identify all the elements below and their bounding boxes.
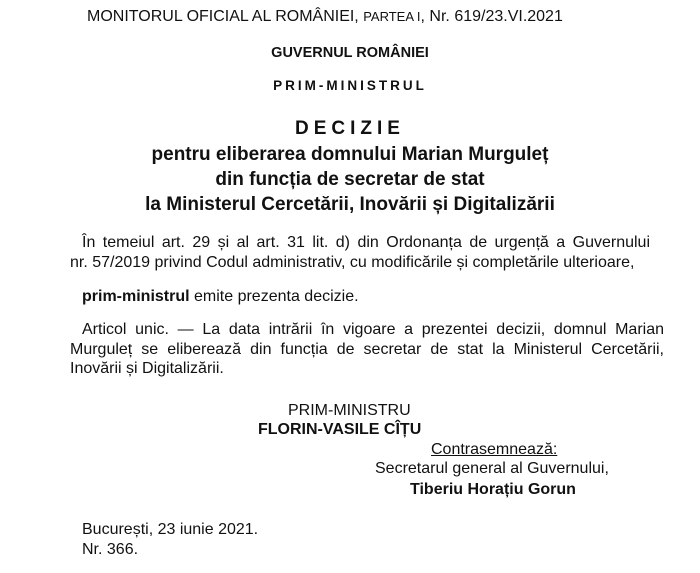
document-subtitle-line: la Ministerul Cercetării, Inovării și Digitalizării bbox=[145, 194, 555, 215]
document-subtitle-line: pentru eliberarea domnului Marian Murguleț bbox=[151, 144, 549, 165]
signatory-role: PRIM-MINISTRU bbox=[288, 402, 411, 419]
signatory-name: FLORIN-VASILE CÎȚU bbox=[258, 421, 422, 438]
running-header bbox=[87, 8, 563, 26]
article-line: Articol unic. — La data intrării în vigoare a prezentei decizii, domnul Marian bbox=[82, 321, 664, 338]
issuer-statement-bold: prim-ministrul bbox=[82, 288, 190, 305]
place-and-date: București, 23 iunie 2021. bbox=[82, 521, 259, 538]
publication-name: MONITORUL OFICIAL AL ROMÂNIEI, bbox=[87, 8, 364, 25]
article-line: Murguleț se eliberează din funcția de secretar de stat la Ministerul Cercetării, bbox=[70, 340, 664, 358]
article-paragraph bbox=[70, 320, 664, 379]
legal-basis-line: În temeiul art. 29 și al art. 31 lit. d) din Ordonanța de urgență a Guvernului bbox=[82, 234, 650, 251]
issuer-government: GUVERNUL ROMÂNIEI bbox=[271, 45, 429, 61]
countersign-label: Contrasemnează: bbox=[431, 441, 558, 458]
countersign-name: Tiberiu Horațiu Gorun bbox=[410, 481, 576, 498]
document-type: DECIZIE bbox=[295, 118, 405, 139]
issuer-statement-line bbox=[82, 287, 650, 307]
article-line: Inovării și Digitalizării. bbox=[70, 360, 224, 377]
publication-issue: , Nr. 619/23.VI.2021 bbox=[420, 8, 563, 25]
legal-basis-paragraph bbox=[70, 233, 650, 272]
decision-number: Nr. 366. bbox=[82, 541, 139, 558]
publication-part: PARTEA I bbox=[363, 9, 421, 24]
countersign-role: Secretarul general al Guvernului, bbox=[375, 460, 609, 477]
legal-basis-line: nr. 57/2019 privind Codul administrativ, cu modificările și completările ulterioare, bbox=[70, 253, 635, 271]
issuer-statement bbox=[82, 287, 650, 307]
issuer-office: PRIM-MINISTRUL bbox=[273, 78, 427, 93]
issuer-statement-rest: emite prezenta decizie. bbox=[189, 288, 359, 305]
document-subtitle-line: din funcția de secretar de stat bbox=[215, 169, 485, 190]
